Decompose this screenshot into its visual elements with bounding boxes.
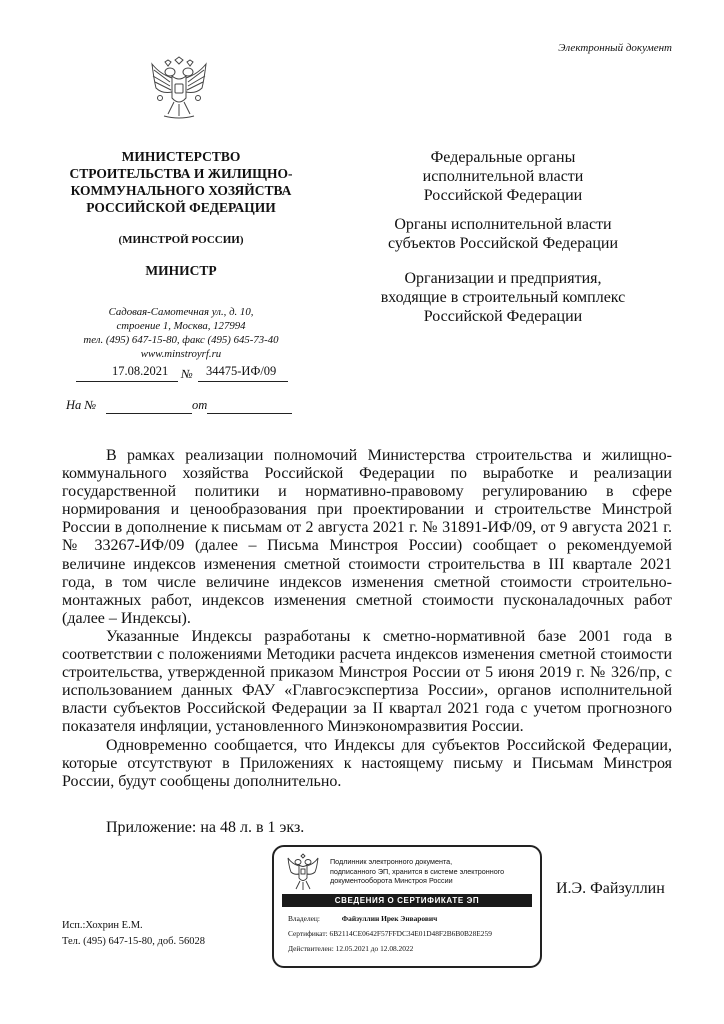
sender-position: МИНИСТР [145,263,217,278]
addressee-line: Федеральные органы [430,149,576,166]
ministry-name-line: МИНИСТЕРСТВО [121,149,241,164]
letter-body [62,447,672,791]
ministry-name-line: КОММУНАЛЬНОГО ХОЗЯЙСТВА [70,183,292,198]
address-line: тел. (495) 647-15-80, факс (495) 645-73-40 [83,334,279,346]
executor-name: Исп.:Хохрин Е.М. [62,920,143,931]
address-line: Садовая-Самотечная ул., д. 10, [108,306,254,318]
stamp-certificate-row [288,929,492,938]
russian-coat-of-arms-icon [286,853,320,893]
russian-coat-of-arms-icon [146,54,212,122]
addressee-line: Организации и предприятия, [404,270,602,287]
stamp-validity-label: Действителен: [288,944,334,953]
addressee-line: входящие в строительный комплекс [380,289,626,306]
reference-date-underline [207,413,292,414]
signer-name: И.Э. Файзуллин [556,880,665,897]
stamp-original-line: Подлинник электронного документа, [330,857,453,866]
address-line: www.minstroyrf.ru [140,348,222,360]
stamp-certificate-value: 6B2114CE0642F57FFDC34E01D48F2B6B0B28E259 [329,929,492,938]
stamp-owner-label: Владелец: [288,914,320,923]
stamp-original-note [330,857,535,886]
body-paragraph: Указанные Индексы разработаны к сметно-нормативной базе 2001 года в соответствии с положениями Методики расчета индексов изменения сметной стоимости строительства, утвержденной приказом Минстроя России от 5 июня 2019 г. № 326/пр, с использованием данных ФАУ «Главгосэкспертиза России», органов исполнительной власти субъектов Российской Федерации за II квартал 2021 года с учетом прогнозного показателя инфляции, установленного Минэкономразвития России. [62,627,672,736]
addressee-block [358,148,648,205]
document-date: 17.08.2021 [112,364,169,378]
addressee-block [358,269,648,326]
ministry-name-line: СТРОИТЕЛЬСТВА И ЖИЛИЩНО- [69,166,293,181]
date-underline [76,381,178,382]
addressee-block [358,215,648,253]
stamp-owner-row [288,914,437,923]
document-number: 34475-ИФ/09 [206,364,277,378]
attachment-note: Приложение: на 48 л. в 1 экз. [106,819,305,836]
body-paragraph: В рамках реализации полномочий Министерства строительства и жилищно-коммунального хозяйства Российской Федерации по выработке и реализации государственной политики и нормативно-правовому регулированию в сфере нормирования и ценообразования при проектировании и строительстве Минстрой России в дополнение к письмам от 2 августа 2021 г. № 31891-ИФ/09, от 9 августа 2021 г. № 33267-ИФ/09 (далее – Письма Минстроя России) сообщает о рекомендуемой величине индексов изменения сметной стоимости строительства в III квартале 2021 года, в том числе величине индексов изменения сметной стоимости строительно-монтажных работ, индексов изменения сметной стоимости пусконаладочных работ (далее – Индексы). [62,447,672,627]
stamp-validity-row [288,944,413,953]
stamp-certificate-header: СВЕДЕНИЯ О СЕРТИФИКАТЕ ЭП [282,894,532,907]
reference-date-label: от [192,398,208,412]
executor-phone: Тел. (495) 647-15-80, доб. 56028 [62,936,205,947]
stamp-original-line: документооборота Минстроя России [330,876,453,885]
electronic-signature-stamp [272,845,542,968]
addressee-line: исполнительной власти [422,168,584,185]
stamp-certificate-label: Сертификат: [288,929,328,938]
stamp-original-line: подписанного ЭП, хранится в системе электронного [330,866,505,876]
stamp-owner-name: Файзуллин Ирек Энварович [341,914,438,923]
addressee-line: Российской Федерации [423,308,583,325]
ministry-abbreviation: (МИНСТРОЙ РОССИИ) [118,234,244,246]
addressee-line: Российской Федерации [423,187,583,204]
stamp-validity-value: 12.05.2021 до 12.08.2022 [335,944,414,953]
executor-info [62,918,205,950]
reference-number-underline [106,413,192,414]
ministry-name [56,148,306,216]
address-line: строение 1, Москва, 127994 [116,320,246,332]
number-underline [198,381,288,382]
number-sign: № [181,367,193,381]
electronic-document-mark: Электронный документ [558,42,672,54]
body-paragraph: Одновременно сообщается, что Индексы для субъектов Российской Федерации, которые отсутствуют в Приложениях к настоящему письму и Письмам Минстроя России, будут сообщены дополнительно. [62,736,672,790]
sender-address [56,305,306,361]
reference-number-label: На № [66,398,97,412]
addressee-line: субъектов Российской Федерации [387,235,619,252]
addressee-line: Органы исполнительной власти [394,216,612,233]
ministry-name-line: РОССИЙСКОЙ ФЕДЕРАЦИИ [86,200,276,215]
